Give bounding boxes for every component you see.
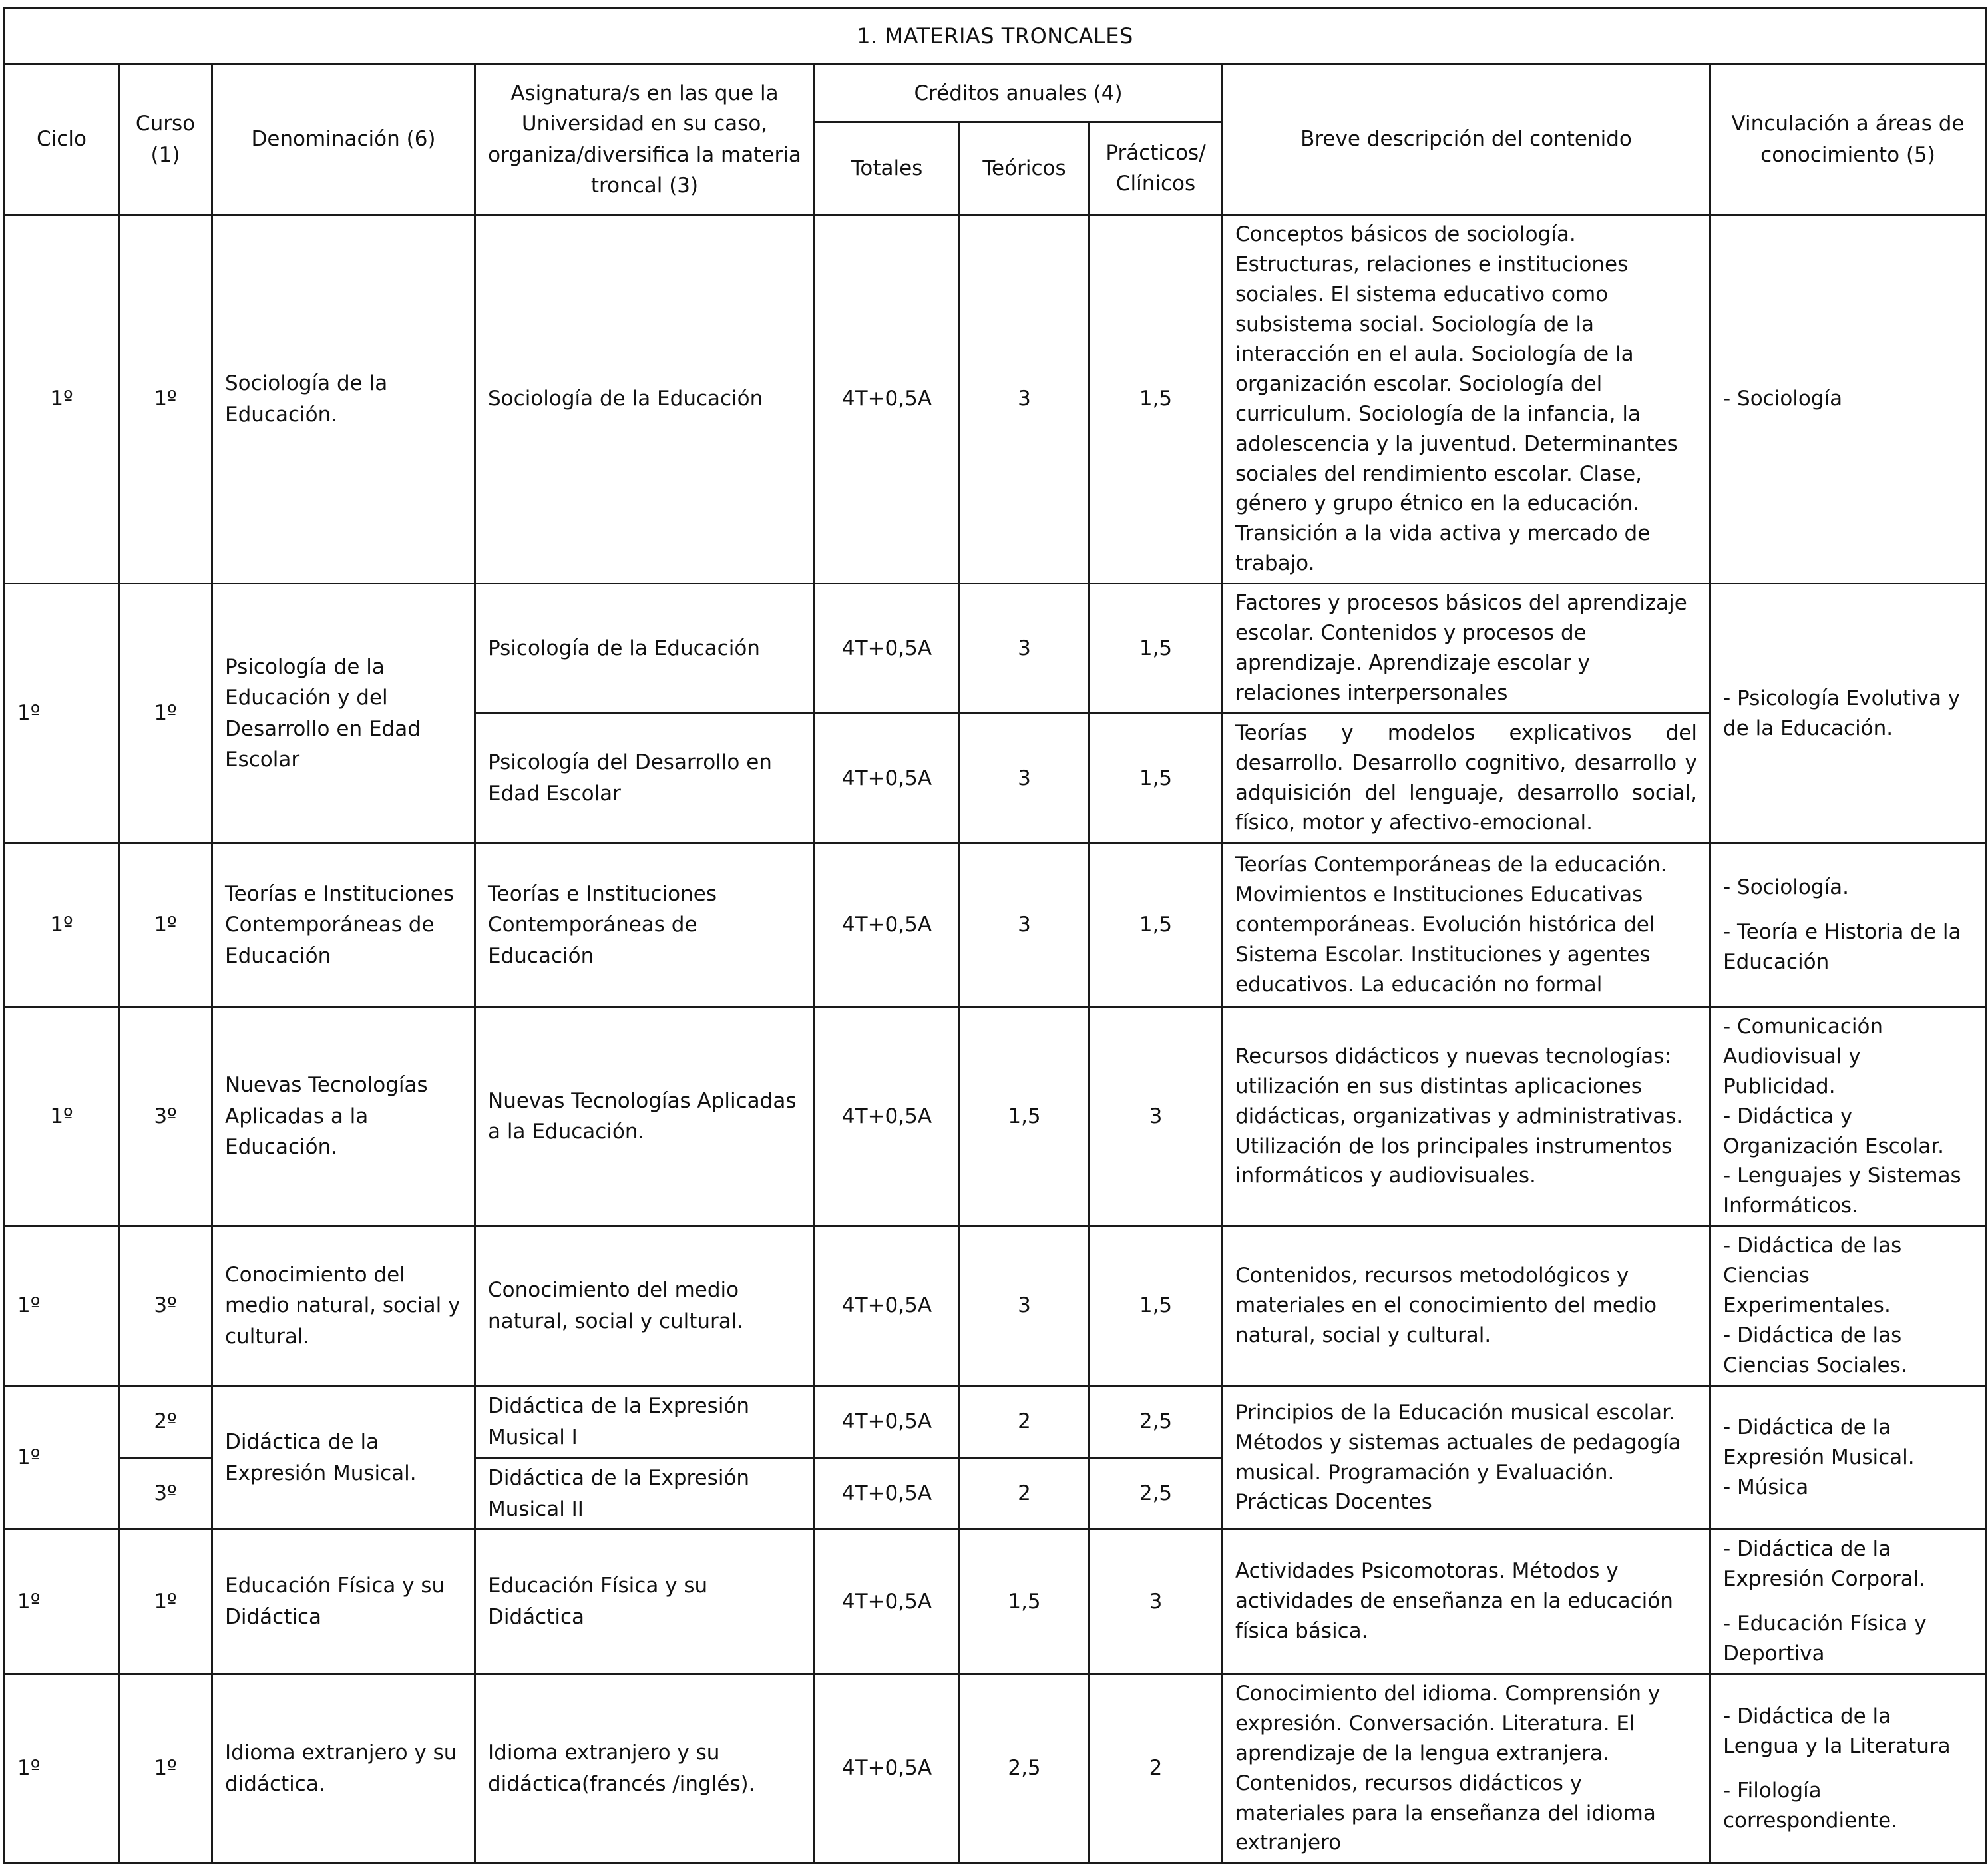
cell-teoricos: 3	[960, 584, 1090, 714]
cell-denominacion: Sociología de la Educación.	[212, 215, 475, 584]
cell-descripcion: Factores y procesos básicos del aprendizaje escolar. Contenidos y procesos de aprendizaje. Aprendizaje escolar y relaciones interpersonales	[1223, 584, 1710, 714]
cell-asignatura: Psicología de la Educación	[475, 584, 815, 714]
cell-totales: 4T+0,5A	[815, 1674, 960, 1863]
area-item: - Didáctica de la Lengua y la Literatura	[1723, 1704, 1951, 1758]
cell-curso: 1º	[119, 843, 212, 1007]
cell-teoricos: 3	[960, 215, 1090, 584]
header-asignatura: Asignatura/s en las que la Universidad en su caso, organiza/diversifica la materia troncal (3)	[475, 65, 815, 215]
area-item: - Filología correspondiente.	[1723, 1778, 1897, 1833]
cell-asignatura: Didáctica de la Expresión Musical II	[475, 1458, 815, 1530]
cell-practicos: 2	[1090, 1674, 1223, 1863]
area-item: - Educación Física y Deportiva	[1723, 1611, 1927, 1666]
cell-totales: 4T+0,5A	[815, 215, 960, 584]
cell-descripcion: Teorías y modelos explicativos del desarrollo. Desarrollo cognitivo, desarrollo y adquisición del lenguaje, desarrollo social, físico, motor y afectivo-emocional.	[1223, 714, 1710, 843]
cell-denominacion: Conocimiento del medio natural, social y cultural.	[212, 1226, 475, 1386]
area-item: - Comunicación Audiovisual y Publicidad.	[1723, 1014, 1884, 1098]
cell-teoricos: 2	[960, 1386, 1090, 1458]
cell-denominacion: Teorías e Instituciones Contemporáneas de Educación	[212, 843, 475, 1007]
table-row	[5, 1226, 1986, 1386]
area-item: - Didáctica de las Ciencias Experimentales.	[1723, 1234, 1902, 1318]
cell-denominacion: Psicología de la Educación y del Desarrollo en Edad Escolar	[212, 584, 475, 843]
cell-curso: 3º	[119, 1007, 212, 1226]
cell-totales: 4T+0,5A	[815, 1458, 960, 1530]
cell-asignatura: Nuevas Tecnologías Aplicadas a la Educación.	[475, 1007, 815, 1226]
cell-totales: 4T+0,5A	[815, 584, 960, 714]
cell-areas	[1710, 1007, 1986, 1226]
area-item: - Música	[1723, 1475, 1809, 1499]
cell-ciclo: 1º	[5, 1386, 119, 1530]
cell-descripcion: Conocimiento del idioma. Comprensión y expresión. Conversación. Literatura. El aprendizaje de la lengua extranjera. Contenidos, recursos didácticos y materiales para la enseñanza del idioma extranjero	[1223, 1674, 1710, 1863]
cell-ciclo: 1º	[5, 1674, 119, 1863]
cell-curso: 1º	[119, 1530, 212, 1674]
cell-practicos: 3	[1090, 1007, 1223, 1226]
table-row	[5, 215, 1986, 584]
cell-descripcion: Actividades Psicomotoras. Métodos y actividades de enseñanza en la educación física básica.	[1223, 1530, 1710, 1674]
materias-troncales-table	[3, 7, 1987, 1864]
cell-curso: 3º	[119, 1226, 212, 1386]
header-vinculacion: Vinculación a áreas de conocimiento (5)	[1710, 65, 1986, 215]
cell-practicos: 1,5	[1090, 843, 1223, 1007]
cell-descripcion: Principios de la Educación musical escolar. Métodos y sistemas actuales de pedagogía musical. Programación y Evaluación. Prácticas Docentes	[1223, 1386, 1710, 1530]
cell-curso: 1º	[119, 215, 212, 584]
header-denominacion: Denominación (6)	[212, 65, 475, 215]
cell-teoricos: 1,5	[960, 1530, 1090, 1674]
cell-asignatura: Idioma extranjero y su didáctica(francés /inglés).	[475, 1674, 815, 1863]
cell-curso: 1º	[119, 584, 212, 843]
cell-ciclo: 1º	[5, 584, 119, 843]
cell-asignatura: Sociología de la Educación	[475, 215, 815, 584]
header-creditos: Créditos anuales (4)	[815, 65, 1223, 122]
cell-ciclo: 1º	[5, 215, 119, 584]
cell-totales: 4T+0,5A	[815, 1226, 960, 1386]
header-practicos: Prácticos/ Clínicos	[1090, 122, 1223, 215]
cell-denominacion: Didáctica de la Expresión Musical.	[212, 1386, 475, 1530]
area-item: - Lenguajes y Sistemas Informáticos.	[1723, 1164, 1961, 1218]
cell-teoricos: 1,5	[960, 1007, 1090, 1226]
cell-practicos: 2,5	[1090, 1386, 1223, 1458]
cell-areas	[1710, 584, 1986, 843]
cell-ciclo: 1º	[5, 1530, 119, 1674]
cell-practicos: 2,5	[1090, 1458, 1223, 1530]
cell-teoricos: 2	[960, 1458, 1090, 1530]
cell-asignatura: Conocimiento del medio natural, social y cultural.	[475, 1226, 815, 1386]
header-curso	[119, 65, 212, 215]
cell-curso: 3º	[119, 1458, 212, 1530]
header-row	[5, 65, 1986, 122]
cell-practicos: 1,5	[1090, 215, 1223, 584]
cell-practicos: 3	[1090, 1530, 1223, 1674]
cell-asignatura: Teorías e Instituciones Contemporáneas de Educación	[475, 843, 815, 1007]
cell-descripcion: Conceptos básicos de sociología. Estructuras, relaciones e instituciones sociales. El sistema educativo como subsistema social. Sociología de la interacción en el aula. Sociología de la organización escolar. Sociología del curriculum. Sociología de la infancia, la adolescencia y la juventud. Determinantes sociales del rendimiento escolar. Clase, género y grupo étnico en la educación. Transición a la vida activa y mercado de trabajo.	[1223, 215, 1710, 584]
area-item: - Didáctica de la Expresión Musical.	[1723, 1415, 1915, 1470]
area-item: - Didáctica de las Ciencias Sociales.	[1723, 1323, 1907, 1378]
cell-practicos: 1,5	[1090, 1226, 1223, 1386]
cell-areas	[1710, 1226, 1986, 1386]
cell-totales: 4T+0,5A	[815, 843, 960, 1007]
cell-ciclo: 1º	[5, 1226, 119, 1386]
cell-areas	[1710, 843, 1986, 1007]
cell-areas	[1710, 1530, 1986, 1674]
header-ciclo: Ciclo	[5, 65, 119, 215]
header-teoricos: Teóricos	[960, 122, 1090, 215]
document-page	[3, 7, 1985, 1864]
cell-practicos: 1,5	[1090, 714, 1223, 843]
cell-areas	[1710, 1674, 1986, 1863]
cell-denominacion: Nuevas Tecnologías Aplicadas a la Educación.	[212, 1007, 475, 1226]
cell-curso: 2º	[119, 1386, 212, 1458]
table-row	[5, 1530, 1986, 1674]
area-item: - Sociología.	[1723, 875, 1850, 899]
cell-asignatura: Educación Física y su Didáctica	[475, 1530, 815, 1674]
cell-areas	[1710, 215, 1986, 584]
header-totales: Totales	[815, 122, 960, 215]
area-item: - Teoría e Historia de la Educación	[1723, 919, 1961, 974]
cell-teoricos: 2,5	[960, 1674, 1090, 1863]
cell-descripcion: Teorías Contemporáneas de la educación. Movimientos e Instituciones Educativas contemporáneas. Evolución histórica del Sistema Escolar. Instituciones y agentes educativos. La educación no formal	[1223, 843, 1710, 1007]
cell-teoricos: 3	[960, 843, 1090, 1007]
cell-totales: 4T+0,5A	[815, 1007, 960, 1226]
area-item: - Sociología	[1723, 387, 1843, 411]
table-row	[5, 843, 1986, 1007]
cell-ciclo: 1º	[5, 1007, 119, 1226]
cell-teoricos: 3	[960, 714, 1090, 843]
table-row	[5, 1674, 1986, 1863]
header-curso-label: Curso	[135, 112, 196, 136]
table-row	[5, 584, 1986, 714]
cell-totales: 4T+0,5A	[815, 1386, 960, 1458]
cell-ciclo: 1º	[5, 843, 119, 1007]
cell-practicos: 1,5	[1090, 584, 1223, 714]
area-item: - Didáctica de la Expresión Corporal.	[1723, 1537, 1926, 1591]
cell-denominacion: Idioma extranjero y su didáctica.	[212, 1674, 475, 1863]
cell-asignatura: Didáctica de la Expresión Musical I	[475, 1386, 815, 1458]
cell-descripcion: Contenidos, recursos metodológicos y materiales en el conocimiento del medio natural, social y cultural.	[1223, 1226, 1710, 1386]
table-title-row	[5, 8, 1986, 65]
cell-denominacion: Educación Física y su Didáctica	[212, 1530, 475, 1674]
cell-asignatura: Psicología del Desarrollo en Edad Escolar	[475, 714, 815, 843]
area-item: - Didáctica y Organización Escolar.	[1723, 1104, 1945, 1158]
cell-descripcion: Recursos didácticos y nuevas tecnologías: utilización en sus distintas aplicaciones didácticas, organizativas y administrativas. Utilización de los principales instrumentos informáticos y audiovisuales.	[1223, 1007, 1710, 1226]
header-curso-note: (1)	[150, 142, 180, 167]
cell-teoricos: 3	[960, 1226, 1090, 1386]
table-row	[5, 1386, 1986, 1458]
cell-areas	[1710, 1386, 1986, 1530]
header-descripcion: Breve descripción del contenido	[1223, 65, 1710, 215]
area-item: - Psicología Evolutiva y de la Educación.	[1723, 686, 1961, 740]
table-row	[5, 1007, 1986, 1226]
cell-curso: 1º	[119, 1674, 212, 1863]
table-title: 1. MATERIAS TRONCALES	[5, 8, 1986, 65]
cell-totales: 4T+0,5A	[815, 1530, 960, 1674]
cell-totales: 4T+0,5A	[815, 714, 960, 843]
